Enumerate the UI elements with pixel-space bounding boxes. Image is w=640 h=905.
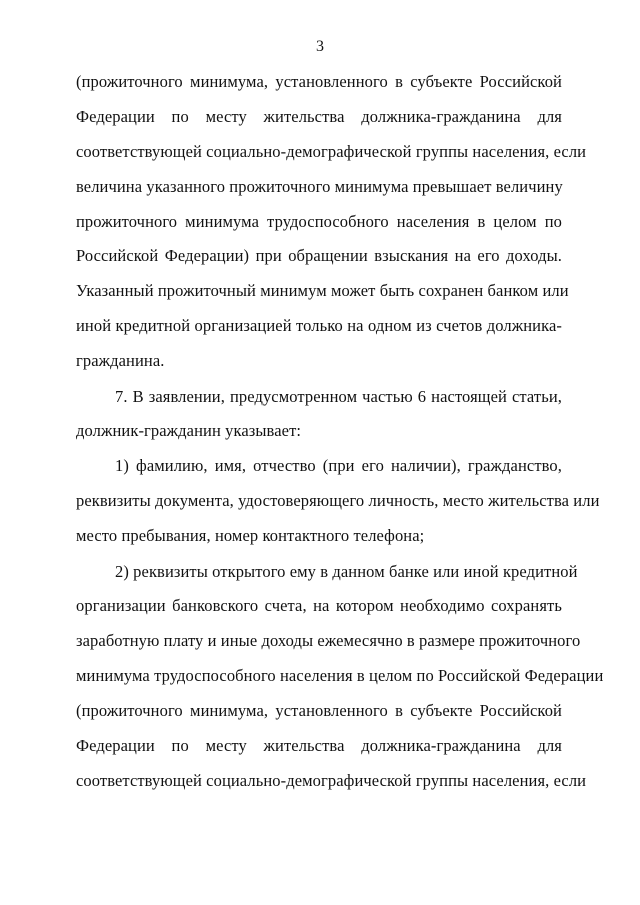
text-line: величина указанного прожиточного минимума превышает величину <box>76 177 563 196</box>
paragraph-7-first-line: 7. В заявлении, предусмотренном частью 6 настоящей статьи, <box>115 387 562 406</box>
text-line: место пребывания, номер контактного телефона; <box>76 526 425 545</box>
text-line: соответствующей социально-демографической группы населения, если <box>76 771 587 790</box>
text-line: Федерации по месту жительства должника-гражданина для <box>76 736 562 755</box>
text-line: Указанный прожиточный минимум может быть сохранен банком или <box>76 281 569 300</box>
text-line: прожиточного минимума трудоспособного населения в целом по <box>76 212 562 231</box>
item-1-first-line: 1) фамилию, имя, отчество (при его наличии), гражданство, <box>115 456 562 475</box>
text-line: гражданина. <box>76 351 165 370</box>
text-line: должник-гражданин указывает: <box>76 421 302 440</box>
text-line: организации банковского счета, на котором необходимо сохранять <box>76 596 562 615</box>
item-2-first-line: 2) реквизиты открытого ему в данном банке или иной кредитной <box>115 562 578 581</box>
page-number: 3 <box>316 38 324 55</box>
text-line: реквизиты документа, удостоверяющего личность, место жительства или <box>76 491 600 510</box>
text-line: Федерации по месту жительства должника-гражданина для <box>76 107 562 126</box>
text-line: (прожиточного минимума, установленного в субъекте Российской <box>76 72 562 91</box>
text-line: минимума трудоспособного населения в целом по Российской Федерации <box>76 666 604 685</box>
text-line: соответствующей социально-демографической группы населения, если <box>76 142 587 161</box>
text-line: (прожиточного минимума, установленного в субъекте Российской <box>76 701 562 720</box>
text-line: заработную плату и иные доходы ежемесячно в размере прожиточного <box>76 631 581 650</box>
text-line: иной кредитной организацией только на одном из счетов должника- <box>76 316 562 335</box>
text-line: Российской Федерации) при обращении взыскания на его доходы. <box>76 246 562 265</box>
